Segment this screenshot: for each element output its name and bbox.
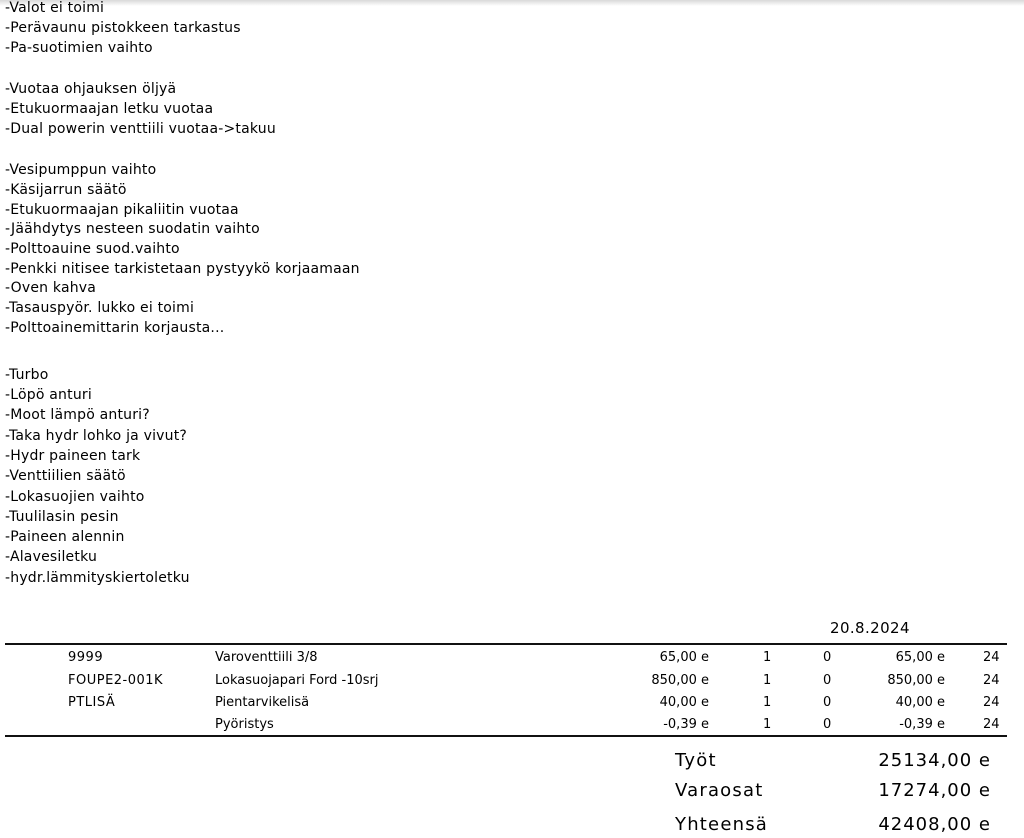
item-total: -0,39 e — [899, 717, 945, 732]
item-description: Lokasuojapari Ford -10srj — [215, 673, 379, 688]
note-item: -Turbo — [5, 367, 49, 383]
note-item: -Käsijarrun säätö — [5, 182, 127, 198]
table-row — [0, 693, 1024, 713]
item-vat: 24 — [983, 717, 1000, 732]
summary-value-work: 25134,00 e — [878, 750, 991, 771]
summary-label-parts: Varaosat — [675, 780, 764, 801]
item-total: 40,00 e — [895, 695, 945, 710]
invoice-date: 20.8.2024 — [830, 619, 910, 637]
note-item: -Oven kahva — [5, 280, 97, 296]
note-item: -Löpö anturi — [5, 387, 92, 403]
item-description: Varoventtiili 3/8 — [215, 650, 318, 665]
note-item: -Hydr paineen tark — [5, 448, 141, 464]
note-item: -Vesipumppun vaihto — [5, 162, 157, 178]
item-quantity: 1 — [763, 717, 772, 732]
item-unit-price: 40,00 e — [659, 695, 709, 710]
item-unit-price: 65,00 e — [659, 650, 709, 665]
note-item: -Tuulilasin pesin — [5, 509, 119, 525]
summary-value-total: 42408,00 e — [878, 814, 991, 835]
table-bottom-rule — [5, 735, 1007, 737]
note-item: -Vuotaa ohjauksen öljyä — [5, 81, 177, 97]
summary-value-parts: 17274,00 e — [878, 780, 991, 801]
item-code: PTLISÄ — [68, 695, 116, 710]
item-vat: 24 — [983, 695, 1000, 710]
note-item: -Venttiilien säätö — [5, 468, 126, 484]
note-item: -Perävaunu pistokkeen tarkastus — [5, 20, 241, 36]
note-item: -Polttoainemittarin korjausta... — [5, 320, 225, 336]
item-vat: 24 — [983, 673, 1000, 688]
table-top-rule — [5, 643, 1007, 645]
item-discount: 0 — [823, 650, 832, 665]
item-code: 9999 — [68, 650, 104, 665]
note-item: -Dual powerin venttiili vuotaa->takuu — [5, 121, 276, 137]
note-item: -Etukuormaajan pikaliitin vuotaa — [5, 202, 239, 218]
table-row — [0, 715, 1024, 735]
note-item: -Tasauspyör. lukko ei toimi — [5, 300, 195, 316]
item-quantity: 1 — [763, 650, 772, 665]
item-code: FOUPE2-001K — [68, 673, 164, 688]
item-total: 850,00 e — [887, 673, 945, 688]
summary-label-work: Työt — [675, 750, 717, 771]
item-discount: 0 — [823, 717, 832, 732]
item-unit-price: -0,39 e — [663, 717, 709, 732]
summary-label-total: Yhteensä — [675, 814, 769, 835]
note-item: -hydr.lämmityskiertoletku — [5, 570, 190, 586]
note-item: -Lokasuojien vaihto — [5, 489, 145, 505]
item-unit-price: 850,00 e — [651, 673, 709, 688]
item-quantity: 1 — [763, 695, 772, 710]
note-item: -Penkki nitisee tarkistetaan pystyykö korjaamaan — [5, 261, 360, 277]
table-row — [0, 648, 1024, 668]
note-item: -Alavesiletku — [5, 549, 98, 565]
note-item: -Moot lämpö anturi? — [5, 407, 150, 423]
table-row — [0, 671, 1024, 691]
item-description: Pientarvikelisä — [215, 695, 310, 710]
item-discount: 0 — [823, 695, 832, 710]
note-item: -Taka hydr lohko ja vivut? — [5, 428, 188, 444]
note-item: -Pa-suotimien vaihto — [5, 40, 153, 56]
item-discount: 0 — [823, 673, 832, 688]
page-top-edge — [0, 0, 1024, 6]
item-description: Pyöristys — [215, 717, 274, 732]
note-item: -Valot ei toimi — [5, 0, 105, 16]
item-total: 65,00 e — [895, 650, 945, 665]
note-item: -Jäähdytys nesteen suodatin vaihto — [5, 221, 260, 237]
note-item: -Polttoauine suod.vaihto — [5, 241, 180, 257]
item-quantity: 1 — [763, 673, 772, 688]
note-item: -Paineen alennin — [5, 529, 125, 545]
note-item: -Etukuormaajan letku vuotaa — [5, 101, 214, 117]
item-vat: 24 — [983, 650, 1000, 665]
